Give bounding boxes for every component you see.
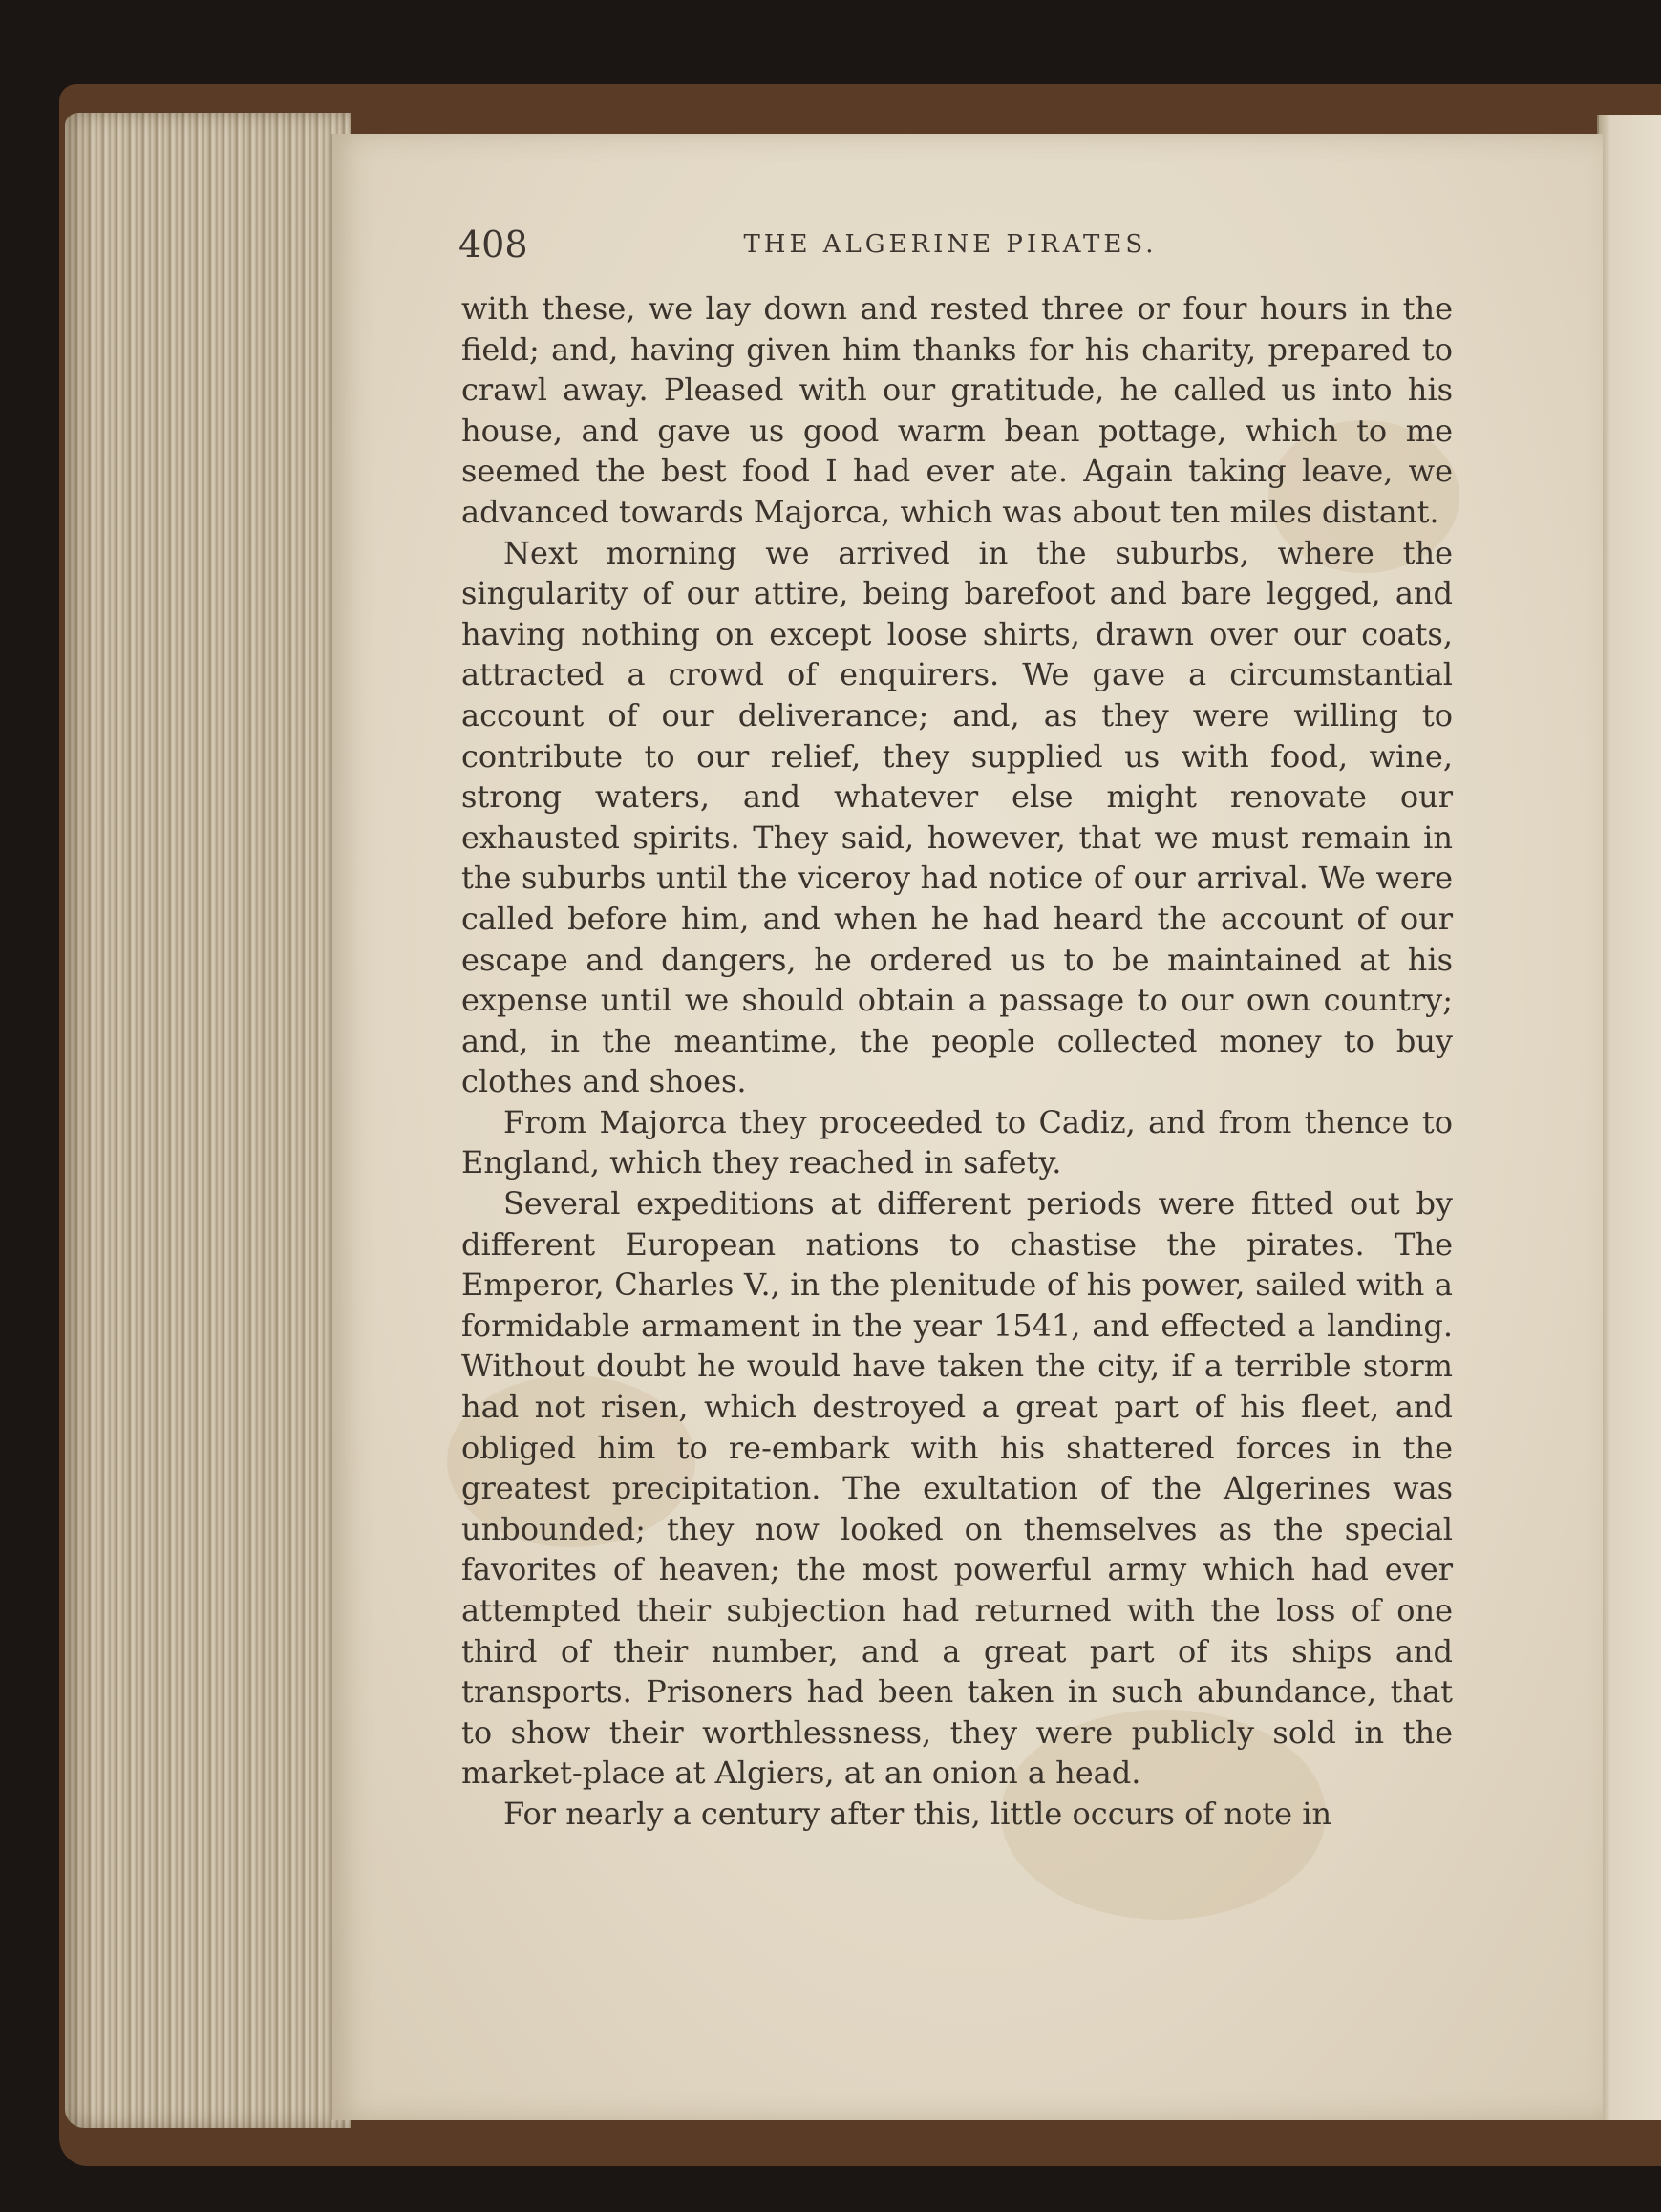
paragraph: with these, we lay down and rested three or four hours in the field; and, having given him thanks for his charity, prepared to crawl away. Pleased with our gratitude, he called us into his house, and gave us good warm bean pottage, which to me seemed the best food I had ever ate. Again taking leave, we advanced towards Majorca, which was about ten miles distant. bbox=[461, 290, 1453, 530]
running-head bbox=[458, 222, 1452, 267]
paragraph: For nearly a century after this, little occurs of note in bbox=[503, 1795, 1332, 1832]
facing-page-edge bbox=[1597, 115, 1661, 2120]
page-number: 408 bbox=[458, 223, 528, 266]
body-text bbox=[461, 288, 1453, 1835]
paragraph: Several expeditions at different periods were fitted out by different European nations to chastise the pirates. The Emperor, Charles V., in the plenitude of his power, sailed with a formidable armament in the year 1541, and effected a landing. Without doubt he would have taken the city, if a terrible storm had not risen, which destroyed a great part of his fleet, and obliged him to re-embark with his shattered forces in the greatest precipitation. The exultation of the Algerines was unbounded; they now looked on themselves as the special favorites of heaven; the most powerful army which had ever attempted their subjection had returned with the loss of one third of their number, and a great part of its ships and transports. Prisoners had been taken in such abundance, that to show their worthlessness, they were publicly sold in the market-place at Algiers, at an onion a head. bbox=[461, 1185, 1453, 1792]
running-title: THE ALGERINE PIRATES. bbox=[743, 230, 1158, 259]
page-edges bbox=[65, 113, 351, 2128]
paragraph: Next morning we arrived in the suburbs, where the singularity of our attire, being barefoot and bare legged, and having nothing on except loose shirts, drawn over our coats, attracted a crowd of enquirers. We gave a circumstantial account of our deliverance; and, as they were willing to contribute to our relief, they supplied us with food, wine, strong waters, and whatever else might renovate our exhausted spirits. They said, however, that we must remain in the suburbs until the viceroy had notice of our arrival. We were called before him, and when he had heard the account of our escape and dangers, he ordered us to be maintained at his expense until we should obtain a passage to our own country; and, in the meantime, the people collected money to buy clothes and shoes. bbox=[461, 534, 1453, 1100]
paragraph: From Majorca they proceeded to Cadiz, and from thence to England, which they reached in safety. bbox=[461, 1103, 1453, 1181]
